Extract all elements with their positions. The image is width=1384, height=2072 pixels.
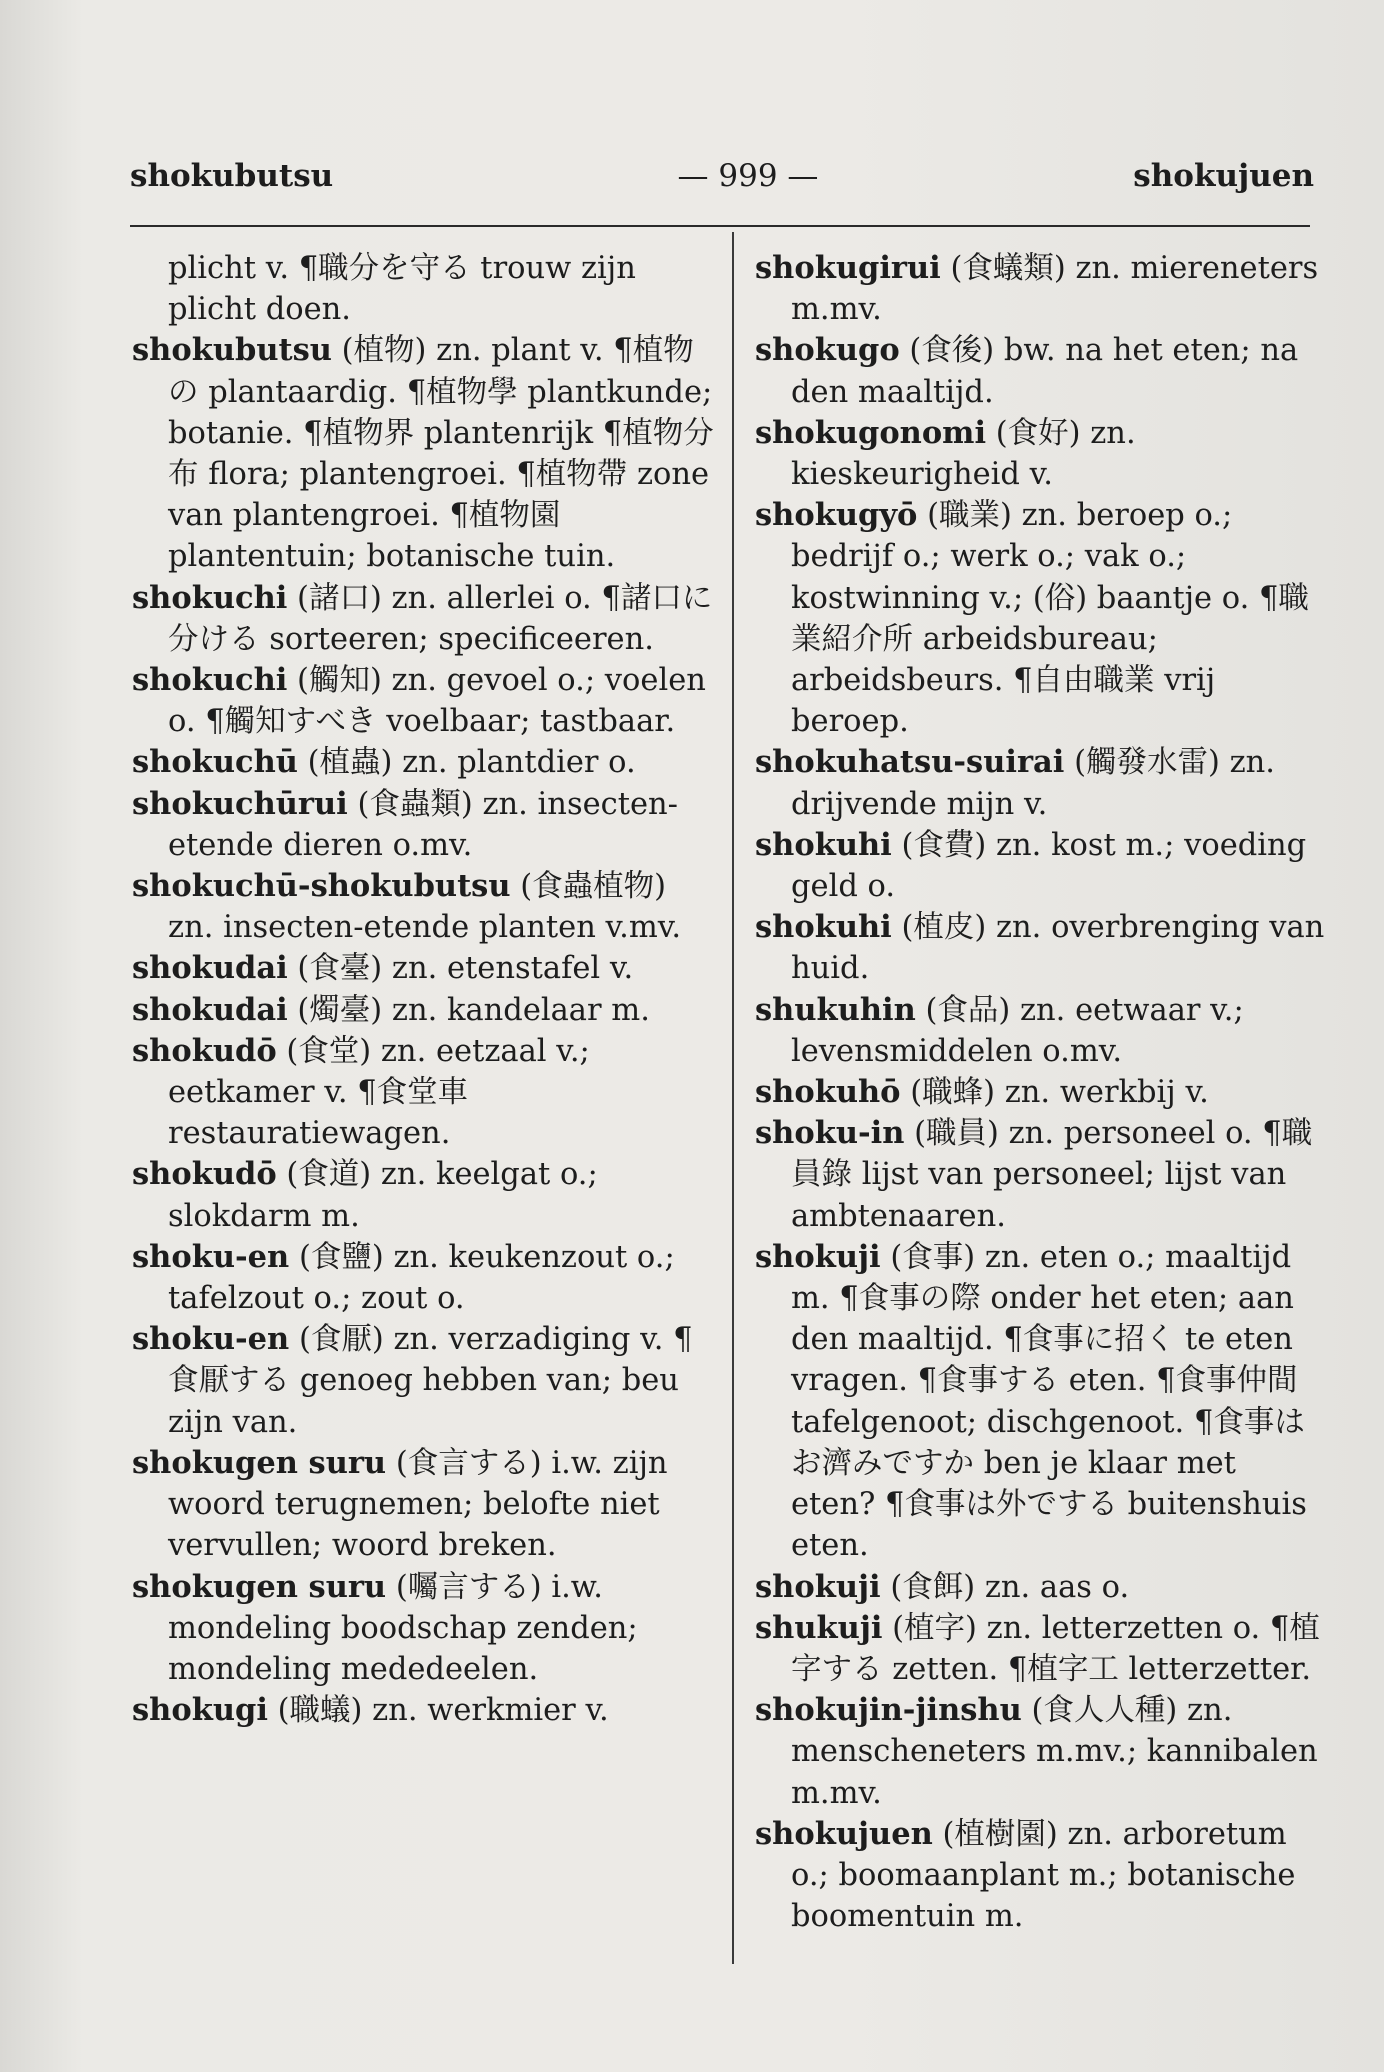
entry-definition: (植物) zn. plant v. ¶植物の plantaardig. ¶植物學 plantkunde; botanie. ¶植物界 plantenrijk ¶植物分布 flora; plantengroei. ¶植物帶 zone van plantengroei. ¶植物園 plantentuin; botanische tuin. — [168, 333, 714, 575]
dictionary-entry — [132, 784, 716, 866]
dictionary-entry — [132, 1567, 716, 1691]
page-header — [128, 158, 1314, 206]
entry-definition: (燭臺) zn. kandelaar m. — [297, 992, 650, 1028]
entry-definition: (食好) zn. kieskeurigheid v. — [791, 415, 1136, 493]
dictionary-entry — [755, 1072, 1327, 1113]
entry-headword: shokudō — [132, 1156, 277, 1193]
header-first-headword: shokubutsu — [130, 158, 334, 194]
left-column — [132, 248, 716, 1731]
dictionary-entry — [132, 742, 716, 783]
entry-definition: (職蟻) zn. werkmier v. — [277, 1693, 609, 1729]
entry-definition: (食蟻類) zn. miereneters m.mv. — [791, 251, 1319, 328]
entry-headword: shokugi — [132, 1692, 268, 1729]
entry-definition: (食費) zn. kost m.; voeding geld o. — [791, 827, 1307, 905]
entry-headword: shokuhi — [755, 909, 892, 946]
entry-headword: shokuchū-shokubutsu — [132, 868, 511, 905]
entry-definition: (植蟲) zn. plantdier o. — [307, 745, 636, 781]
page-number: — 999 — — [677, 158, 819, 194]
entry-definition: (食言する) i.w. zijn woord terugnemen; belofte niet vervullen; woord breken. — [168, 1445, 668, 1564]
dictionary-entry — [755, 495, 1327, 742]
entry-definition: (植樹園) zn. arboretum o.; boomaanplant m.; botanische boomentuin m. — [791, 1816, 1296, 1935]
entry-definition: (觸發水雷) zn. drijvende mijn v. — [791, 745, 1275, 822]
entry-definition: (食臺) zn. etenstafel v. — [297, 951, 634, 987]
entry-headword: shokubutsu — [132, 332, 332, 369]
dictionary-entry — [132, 1690, 716, 1731]
dictionary-entry — [132, 1319, 716, 1443]
entry-headword: shokuchū — [132, 744, 298, 781]
dictionary-entry — [755, 1814, 1327, 1938]
entry-headword: shokugo — [755, 332, 900, 369]
dictionary-entry — [755, 248, 1327, 330]
entry-definition: (食後) bw. na het eten; na den maaltijd. — [791, 333, 1299, 410]
entry-headword: shokugen suru — [132, 1444, 387, 1481]
dictionary-entry — [132, 578, 716, 660]
dictionary-entry — [755, 907, 1327, 989]
dictionary-entry — [132, 990, 716, 1031]
dictionary-entry — [132, 248, 716, 330]
entry-definition: (食鹽) zn. keukenzout o.; tafelzout o.; zout o. — [168, 1239, 675, 1317]
dictionary-entry — [132, 1031, 716, 1155]
entry-definition: (植字) zn. letterzetten o. ¶植字する zetten. ¶植字工 letterzetter. — [791, 1610, 1320, 1687]
entry-headword: shokugirui — [755, 250, 941, 286]
entry-definition: (職蜂) zn. werkbij v. — [910, 1075, 1209, 1111]
dictionary-entry — [132, 948, 716, 989]
entry-definition: (囑言する) i.w. mondeling boodschap zenden; mondeling mededeelen. — [168, 1569, 638, 1687]
entry-headword: shokuji — [755, 1568, 881, 1605]
dictionary-entry — [755, 742, 1327, 824]
entry-headword: shokuhō — [755, 1074, 901, 1111]
entry-definition: (食蟲類) zn. insecten-etende dieren o.mv. — [168, 786, 678, 863]
entry-definition: (職業) zn. beroep o.; bedrijf o.; werk o.; vak o.; kostwinning v.; (俗) baantje o. ¶職業紹介所 arbeidsbureau; arbeidsbeurs. ¶自由職業 vrij beroep. — [791, 498, 1309, 740]
dictionary-entry — [755, 825, 1327, 907]
dictionary-entry — [755, 330, 1327, 412]
entry-headword: shokugen suru — [132, 1568, 387, 1605]
entry-headword: shokuhatsu-suirai — [755, 744, 1065, 781]
entry-definition: (食人人種) zn. menscheneters m.mv.; kannibalen m.mv. — [791, 1693, 1318, 1811]
entry-headword: shokugonomi — [755, 414, 987, 451]
dictionary-entry — [755, 1113, 1327, 1237]
entry-headword: shoku-en — [132, 1238, 290, 1275]
entry-definition: (食堂) zn. eetzaal v.; eetkamer v. ¶食堂車 restauratiewagen. — [168, 1033, 590, 1152]
entry-headword: shokuji — [755, 1238, 881, 1275]
entry-headword: shokuhi — [755, 826, 892, 863]
dictionary-entry — [755, 1690, 1327, 1814]
dictionary-entry — [132, 330, 716, 577]
entry-headword: shukuhin — [755, 991, 916, 1028]
dictionary-entry — [755, 1608, 1327, 1690]
column-divider — [732, 232, 734, 1964]
entry-definition: (諸口) zn. allerlei o. ¶諸口に分ける sorteeren; specificeeren. — [168, 580, 713, 657]
entry-headword: shokuchi — [132, 579, 288, 616]
entry-definition: (食事) zn. eten o.; maaltijd m. ¶食事の際 onder het eten; aan den maaltijd. ¶食事に招く te eten vragen. ¶食事する eten. ¶食事仲間 tafelgenoot; dischgenoot. ¶食事はお濟みですか ben je klaar met eten? ¶食事は外でする buitenshuis eten. — [791, 1239, 1307, 1564]
entry-headword: shokudai — [132, 991, 288, 1028]
dictionary-entry — [132, 1237, 716, 1319]
entry-headword: shukuji — [755, 1609, 883, 1646]
entry-definition: (植皮) zn. overbrenging van huid. — [791, 910, 1325, 987]
entry-definition: (觸知) zn. gevoel o.; voelen o. ¶觸知すべき voelbaar; tastbaar. — [168, 663, 706, 740]
dictionary-entry — [132, 1154, 716, 1236]
entry-headword: shokujin-jinshu — [755, 1692, 1022, 1729]
entry-definition: (食道) zn. keelgat o.; slokdarm m. — [168, 1157, 598, 1234]
entry-headword: shokuchūrui — [132, 785, 348, 822]
right-column — [755, 248, 1327, 1937]
entry-headword: shokudai — [132, 950, 288, 987]
entry-definition: (食餌) zn. aas o. — [890, 1569, 1130, 1605]
entry-definition: (食厭) zn. verzadiging v. ¶食厭する genoeg hebben van; beu zijn van. — [168, 1322, 693, 1440]
entry-headword: shokujuen — [755, 1815, 933, 1852]
entry-headword: shokugyō — [755, 497, 918, 534]
dictionary-entry — [132, 1443, 716, 1567]
entry-definition: plicht v. ¶職分を守る trouw zijn plicht doen. — [168, 251, 636, 328]
dictionary-entry — [755, 990, 1327, 1072]
entry-headword: shoku-en — [132, 1321, 290, 1358]
entry-headword: shoku-in — [755, 1115, 905, 1152]
entry-definition: (食蟲植物) zn. insecten-etende planten v.mv. — [168, 869, 682, 946]
entry-headword: shokuchi — [132, 662, 288, 699]
dictionary-entry — [755, 413, 1327, 495]
entry-definition: (食品) zn. eetwaar v.; levensmiddelen o.mv. — [791, 992, 1244, 1069]
dictionary-entry — [755, 1237, 1327, 1567]
header-rule — [130, 225, 1310, 227]
dictionary-entry — [132, 660, 716, 742]
dictionary-entry — [132, 866, 716, 948]
header-last-headword: shokujuen — [1133, 158, 1314, 194]
entry-definition: (職員) zn. personeel o. ¶職員錄 lijst van personeel; lijst van ambtenaaren. — [791, 1116, 1313, 1234]
entry-headword: shokudō — [132, 1032, 277, 1069]
dictionary-entry — [755, 1567, 1327, 1608]
